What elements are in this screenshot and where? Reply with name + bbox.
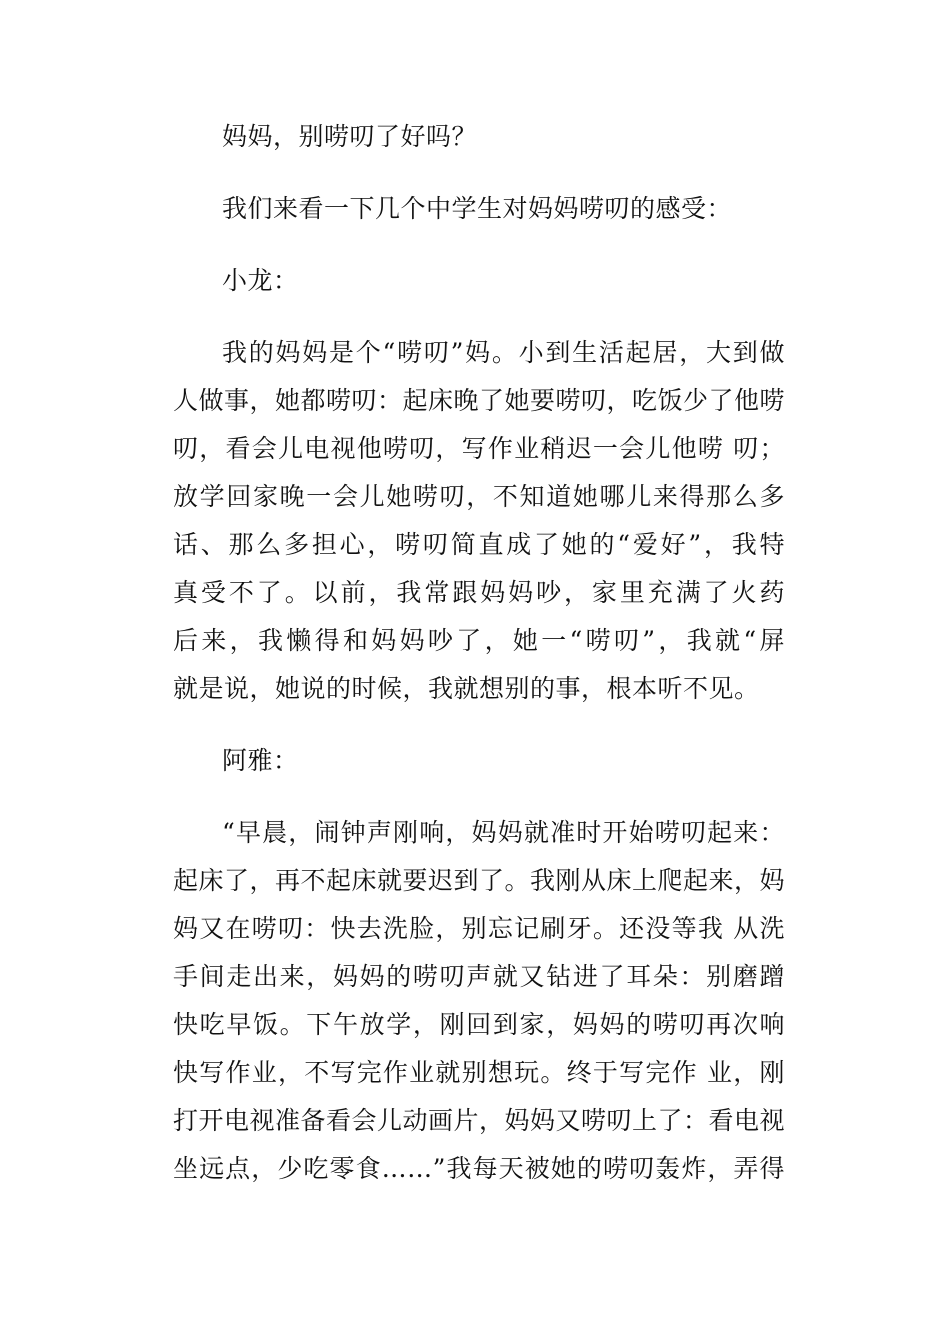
paragraph-line: 手间走出来，妈妈的唠叨声就又钻进了耳朵：别磨蹭: [173, 962, 785, 991]
paragraph-line: 叨，看会儿电视他唠叨，写作业稍迟一会儿他唠 叨；: [173, 434, 785, 463]
speaker-label-aya: 阿雅：: [222, 746, 299, 775]
paragraph-line: 起床了，再不起床就要迟到了。我刚从床上爬起来，妈: [173, 866, 785, 895]
paragraph-line: “早晨，闹钟声刚响，妈妈就准时开始唠叨起来：: [222, 818, 785, 847]
paragraph-line: 妈又在唠叨：快去洗脸，别忘记刷牙。还没等我 从洗: [173, 914, 785, 943]
paragraph-line: 坐远点，少吃零食……”我每天被她的唠叨轰炸，弄得: [173, 1154, 785, 1183]
paragraph-line: 就是说，她说的时候，我就想别的事，根本听不见。: [173, 674, 760, 703]
paragraph-line: 真受不了。以前，我常跟妈妈吵，家里充满了火药: [173, 578, 785, 607]
paragraph-line: 放学回家晚一会儿她唠叨，不知道她哪儿来得那么多: [173, 482, 785, 511]
intro-line: 我们来看一下几个中学生对妈妈唠叨的感受：: [222, 194, 733, 223]
paragraph-line: 快写作业，不写完作业就别想玩。终于写完作 业，刚: [173, 1058, 785, 1087]
title-line: 妈妈，别唠叨了好吗？: [222, 122, 478, 151]
paragraph-line: 打开电视准备看会儿动画片，妈妈又唠叨上了：看电视: [173, 1106, 785, 1135]
speaker-label-xiaolong: 小龙：: [222, 266, 299, 295]
paragraph-line: 我的妈妈是个“唠叨”妈。小到生活起居，大到做: [222, 338, 785, 367]
paragraph-line: 快吃早饭。下午放学，刚回到家，妈妈的唠叨再次响: [173, 1010, 785, 1039]
paragraph-line: 后来，我懒得和妈妈吵了，她一“唠叨”，我就“屏: [173, 626, 785, 655]
paragraph-line: 人做事，她都唠叨：起床晚了她要唠叨，吃饭少了他唠: [173, 386, 785, 415]
paragraph-line: 话、那么多担心，唠叨简直成了她的“爱好”，我特: [173, 530, 785, 559]
